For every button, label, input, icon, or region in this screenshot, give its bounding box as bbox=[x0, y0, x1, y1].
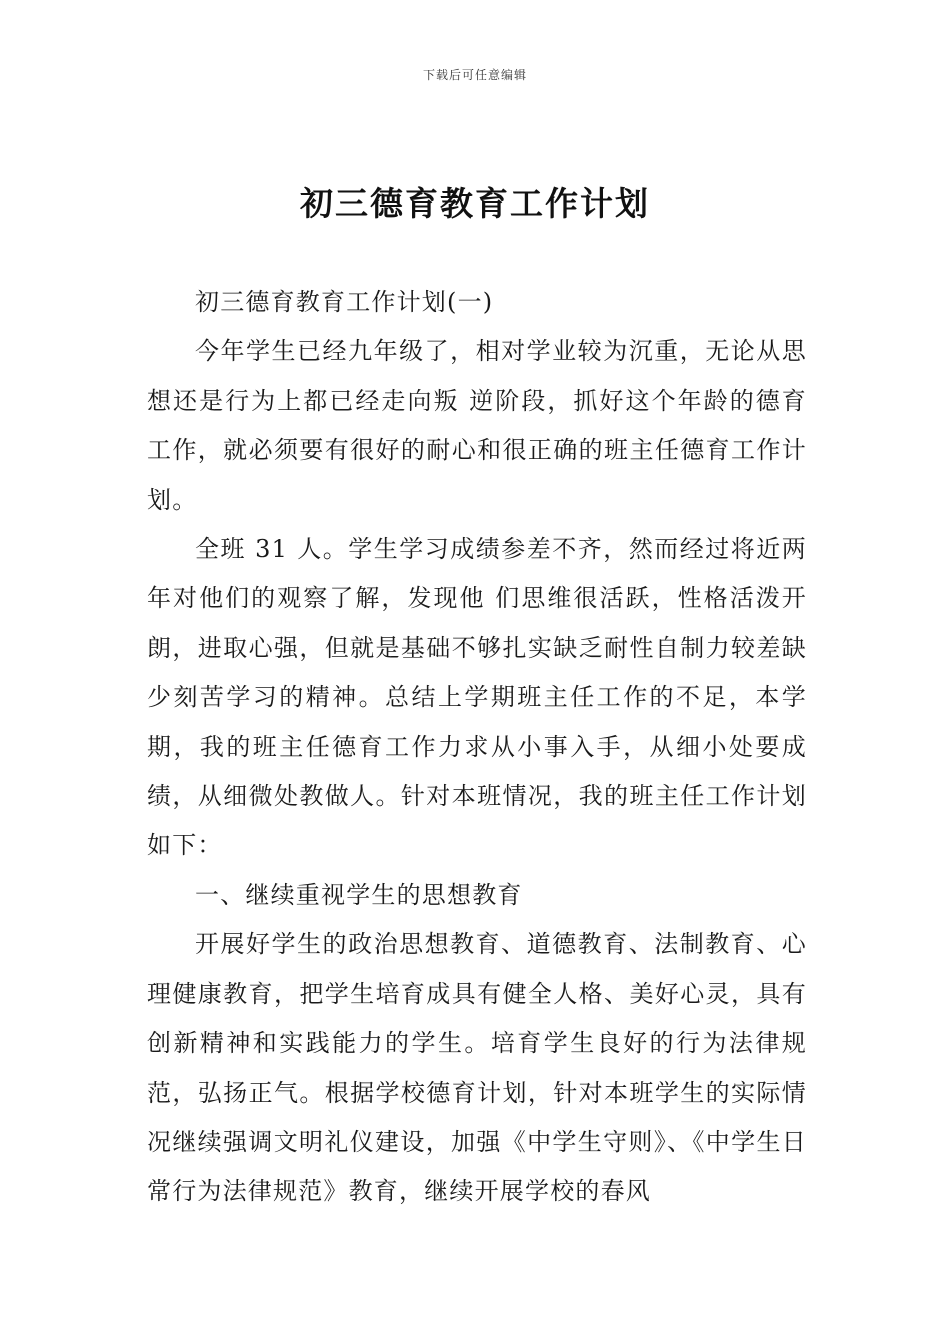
paragraph-section-body: 开展好学生的政治思想教育、道德教育、法制教育、心理健康教育，把学生培育成具有健全人格、美好心灵，具有创新精神和实践能力的学生。培育学生良好的行为法律规范，弘扬正气。根据学校德育计划，针对本班学生的实际情况继续强调文明礼仪建设，加强《中学生守则》、《中学生日常行为法律规范》教育，继续开展学校的春风 bbox=[147, 930, 807, 1206]
paragraph-class-situation: 全班 31 人。学生学习成绩参差不齐，然而经过将近两年对他们的观察了解，发现他 们思维很活跃，性格活泼开朗，进取心强，但就是基础不够扎实缺乏耐性自制力较差缺少刻苦学习的精神。总结上学期班主任工作的不足，本学期，我的班主任德育工作力求从小事入手，从细小处要成绩，从细微处教做人。针对本班情况，我的班主任工作计划如下： bbox=[147, 535, 807, 860]
header-note: 下载后可任意编辑 bbox=[422, 68, 527, 82]
paragraph-intro: 今年学生已经九年级了，相对学业较为沉重，无论从思想还是行为上都已经走向叛 逆阶段，抓好这个年龄的德育工作，就必须要有很好的耐心和很正确的班主任德育工作计划。 bbox=[147, 337, 807, 514]
section-heading: 一、继续重视学生的思想教育 bbox=[195, 880, 523, 909]
document-body bbox=[147, 278, 807, 1217]
paragraph-subtitle: 初三德育教育工作计划(一) bbox=[195, 288, 494, 316]
document-title: 初三德育教育工作计划 bbox=[300, 184, 650, 223]
